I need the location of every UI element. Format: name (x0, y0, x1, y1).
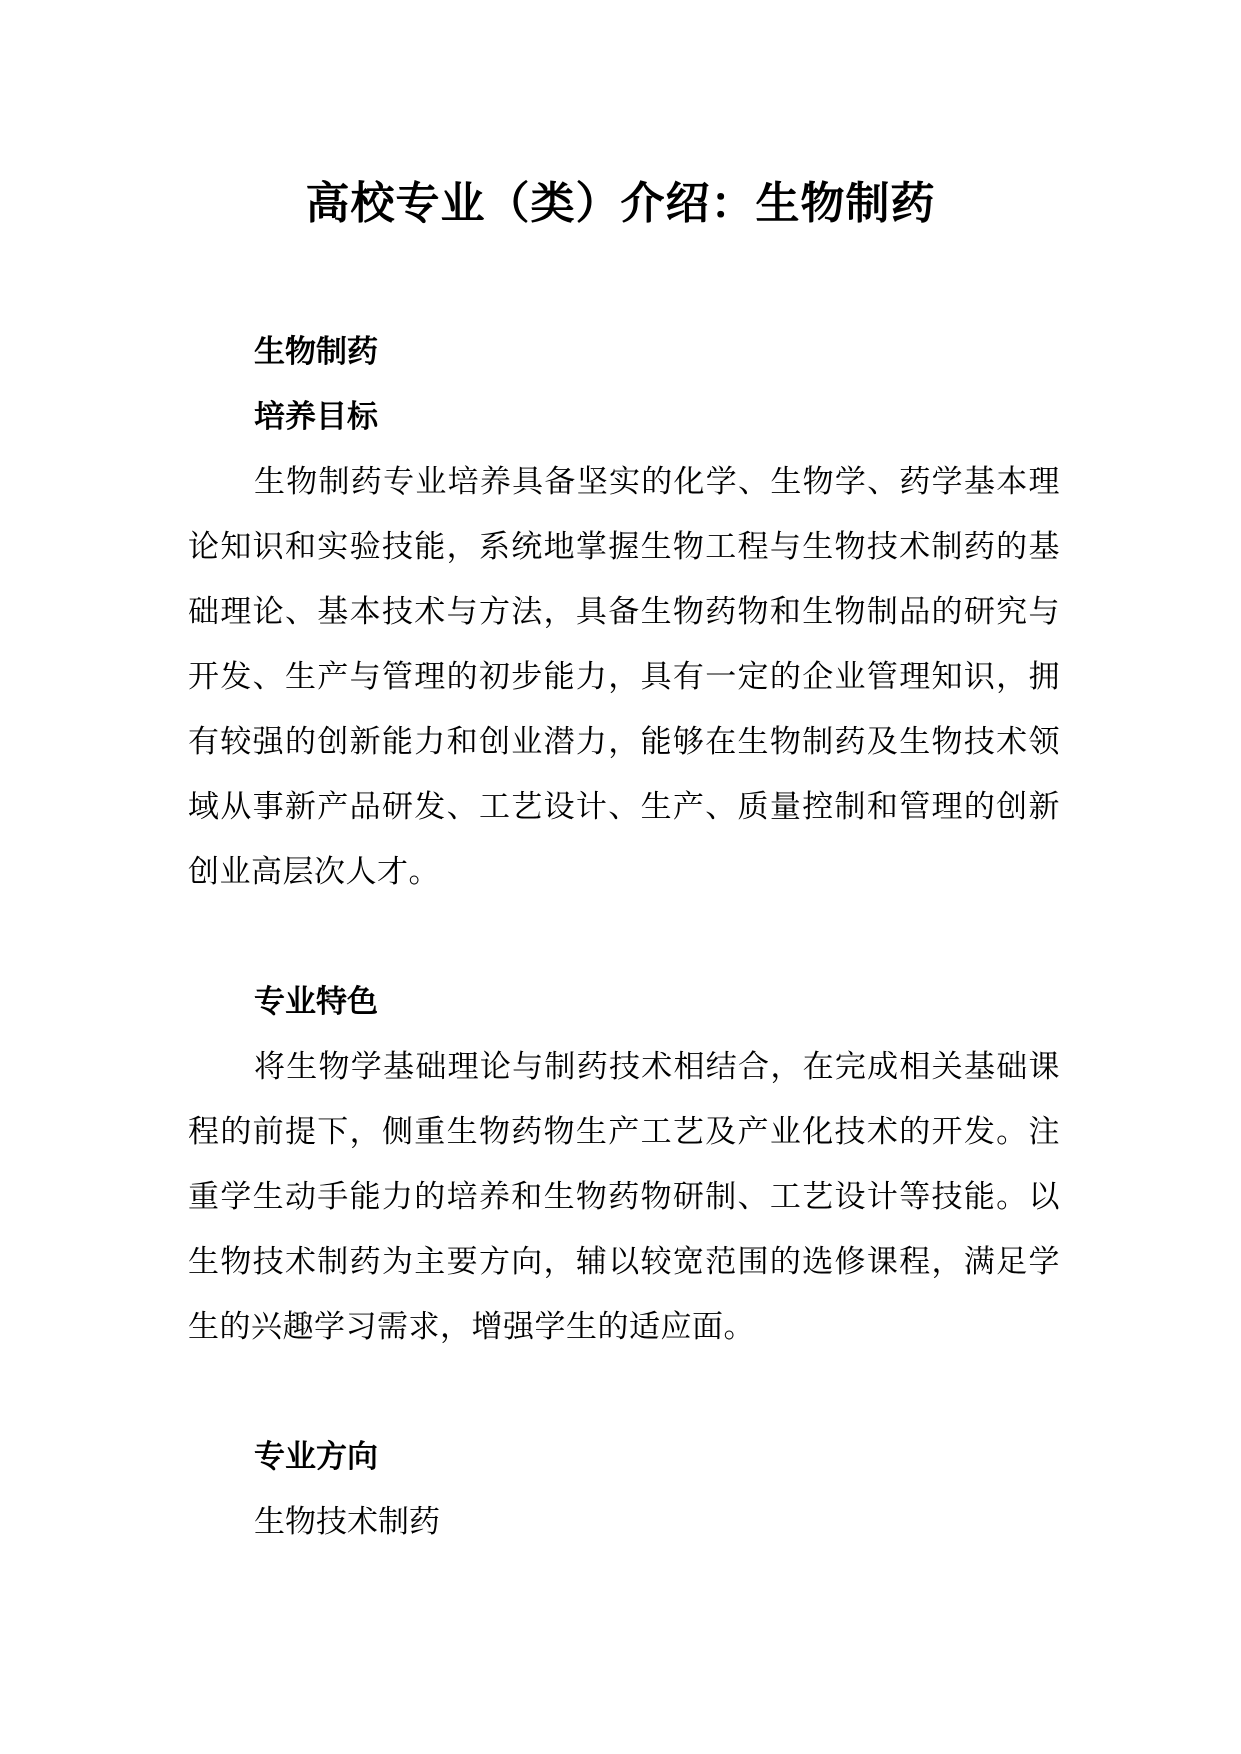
document-body (188, 320, 1060, 1555)
section-spacer (188, 1360, 1060, 1425)
document-title: 高校专业（类）介绍：生物制药 (305, 178, 936, 229)
direction-text: 生物技术制药 (254, 1504, 440, 1540)
goal-paragraph: 生物制药专业培养具备坚实的化学、生物学、药学基本理论知识和实验技能，系统地掌握生物工程与生物技术制药的基础理论、基本技术与方法，具备生物药物和生物制品的研究与开发、生产与管理的初步能力，具有一定的企业管理知识，拥有较强的创新能力和创业潜力，能够在生物制药及生物技术领域从事新产品研发、工艺设计、生产、质量控制和管理的创新创业高层次人才。 (188, 464, 1060, 890)
direction-heading: 专业方向 (254, 1439, 378, 1475)
major-name-heading: 生物制药 (254, 334, 378, 370)
goal-heading: 培养目标 (254, 399, 378, 435)
features-paragraph: 将生物学基础理论与制药技术相结合，在完成相关基础课程的前提下，侧重生物药物生产工艺及产业化技术的开发。注重学生动手能力的培养和生物药物研制、工艺设计等技能。以生物技术制药为主要方向，辅以较宽范围的选修课程，满足学生的兴趣学习需求，增强学生的适应面。 (188, 1049, 1060, 1345)
features-heading: 专业特色 (254, 984, 378, 1020)
section-spacer (188, 905, 1060, 970)
